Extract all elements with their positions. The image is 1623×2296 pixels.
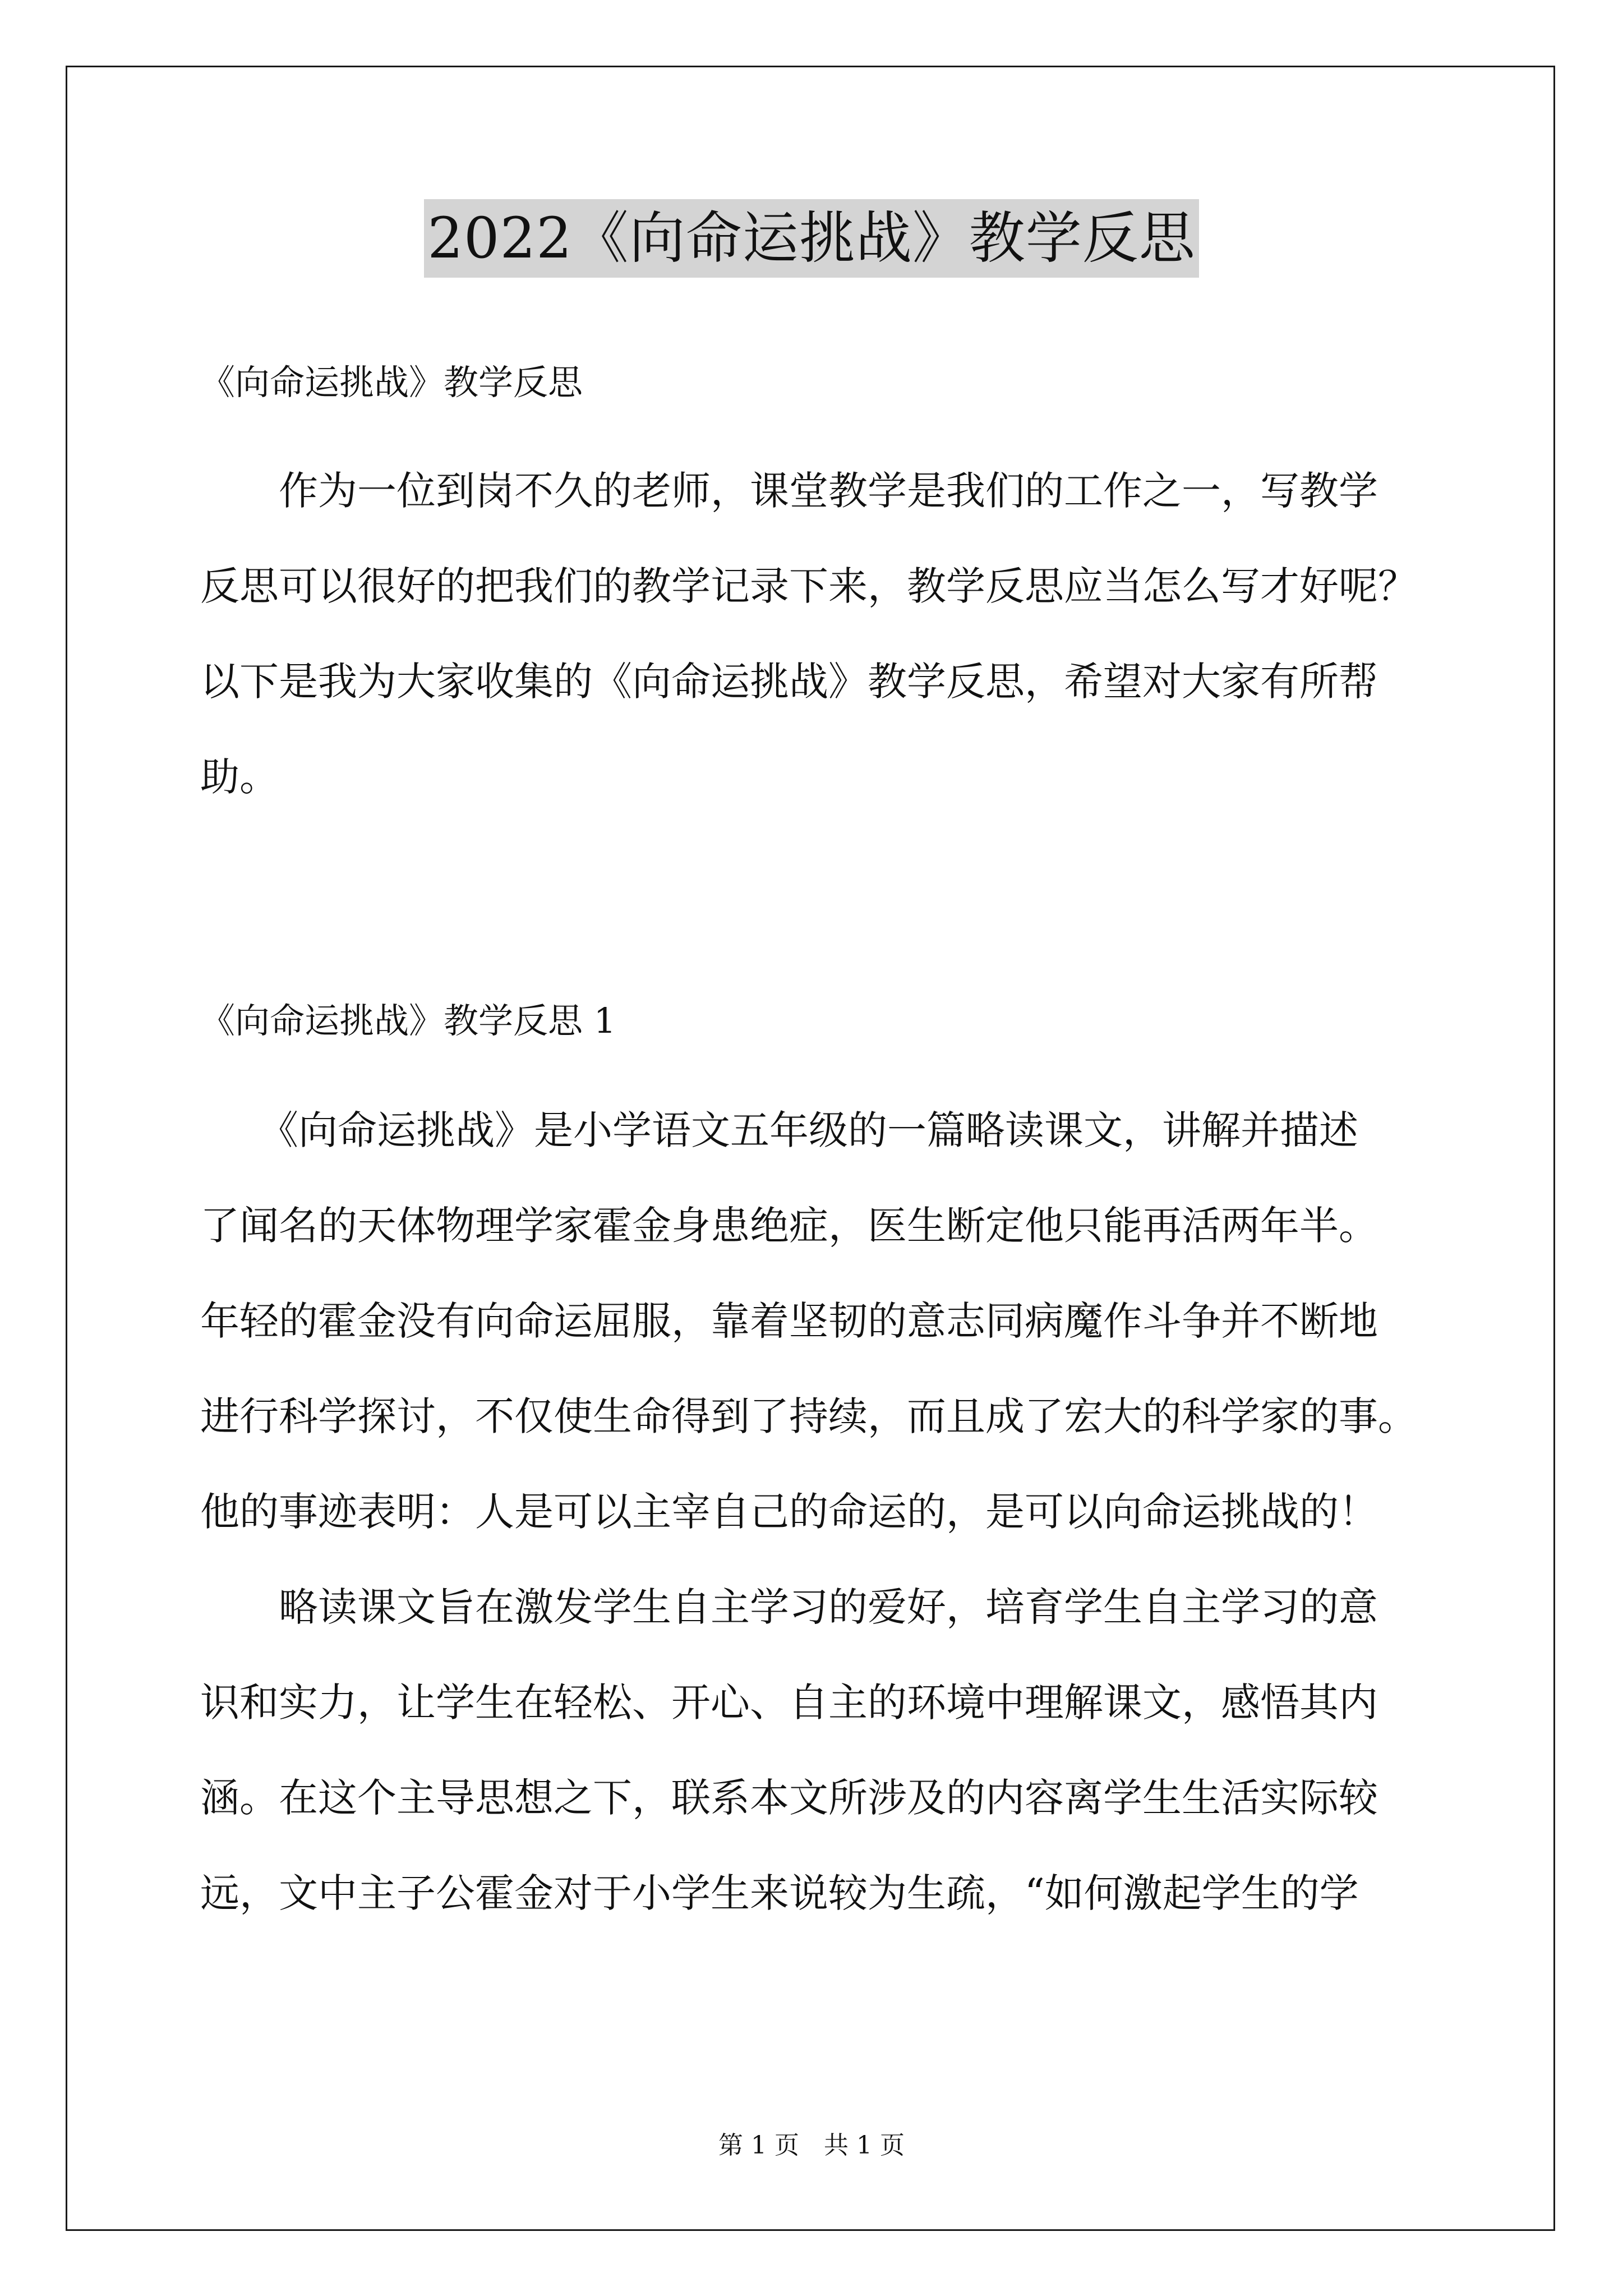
page-footer: 第 1 页 共 1 页: [718, 2131, 905, 2160]
intro-line: 反思可以很好的把我们的教学记录下来，教学反思应当怎么写才好呢？: [200, 563, 1417, 609]
body-line: 他的事迹表明：人是可以主宰自己的命运的，是可以向命运挑战的！: [200, 1489, 1378, 1535]
body-line: 了闻名的天体物理学家霍金身患绝症，医生断定他只能再活两年半。: [200, 1203, 1378, 1249]
body-line: 略读课文旨在激发学生自主学习的爱好，培育学生自主学习的意: [200, 1584, 1378, 1630]
body-line: 远，文中主子公霍金对于小学生来说较为生疏，“如何激起学生的学: [200, 1870, 1359, 1916]
body-line: 《向命运挑战》是小学语文五年级的一篇略读课文，讲解并描述: [200, 1107, 1358, 1153]
intro-line: 作为一位到岗不久的老师，课堂教学是我们的工作之一，写教学: [200, 468, 1378, 514]
intro-line: 以下是我为大家收集的《向命运挑战》教学反思，希望对大家有所帮: [200, 659, 1378, 705]
body-line: 进行科学探讨，不仅使生命得到了持续，而且成了宏大的科学家的事。: [200, 1393, 1417, 1439]
intro-line: 助。: [200, 754, 279, 800]
body-line: 年轻的霍金没有向命运屈服，靠着坚韧的意志同病魔作斗争并不断地: [200, 1298, 1378, 1344]
document-title: 2022《向命运挑战》教学反思: [424, 199, 1199, 278]
body-line: 识和实力，让学生在轻松、开心、自主的环境中理解课文，感悟其内: [200, 1680, 1378, 1726]
main-heading: 《向命运挑战》教学反思: [200, 362, 583, 403]
section-heading: 《向命运挑战》教学反思 1: [200, 1000, 616, 1041]
body-line: 涵。在这个主导思想之下，联系本文所涉及的内容离学生生活实际较: [200, 1775, 1378, 1821]
title-container: [0, 199, 1623, 278]
